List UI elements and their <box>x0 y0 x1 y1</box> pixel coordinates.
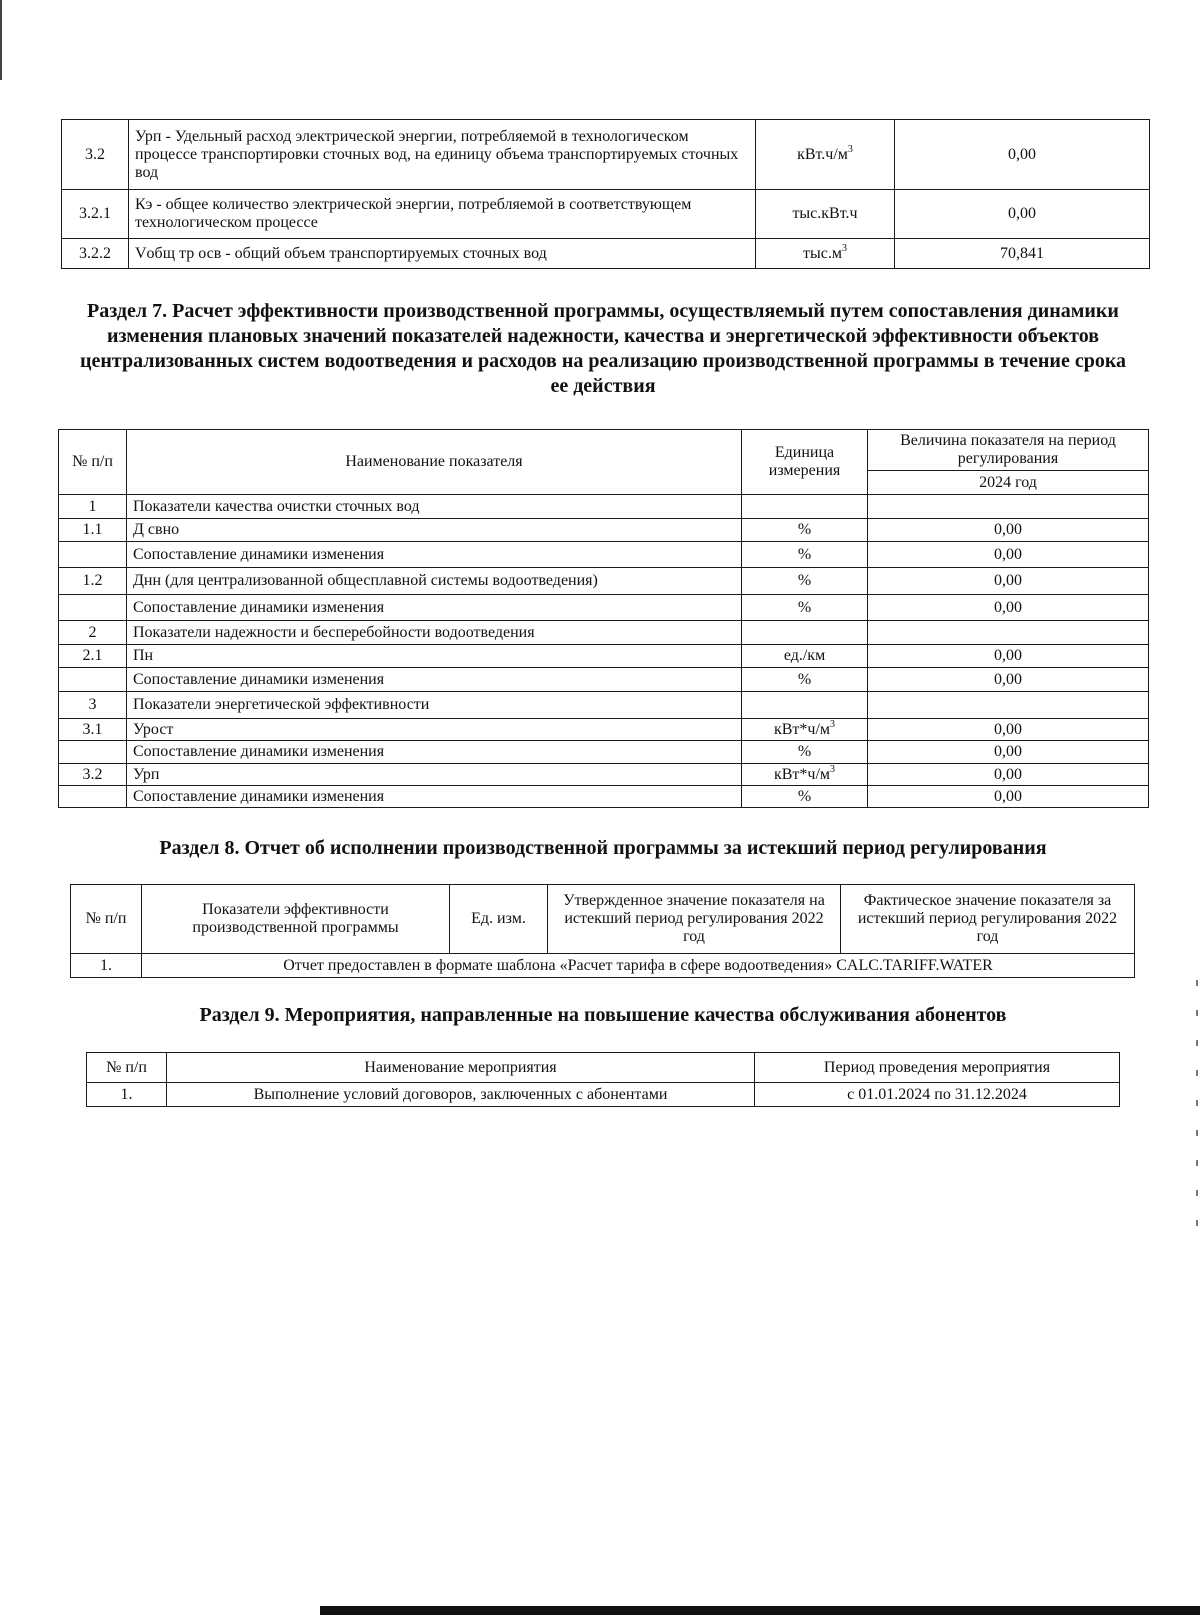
unit-cell <box>756 120 895 190</box>
s8-header-indicators: Показатели эффективности производственной программы <box>142 885 450 954</box>
section9-table <box>86 1052 1120 1107</box>
row-number: 2 <box>59 621 127 645</box>
row-number: 3.2 <box>62 120 129 190</box>
section7-table <box>58 429 1149 808</box>
row-name: Урп <box>127 764 742 786</box>
section8-table <box>70 884 1135 978</box>
s7-header-num: № п/п <box>59 430 127 495</box>
unit-text: кВт*ч/м <box>773 720 831 738</box>
row-value: 0,00 <box>868 719 1149 741</box>
s8-header-actual: Фактическое значение показателя за истекший период регулирования 2022 год <box>841 885 1135 954</box>
unit-superscript: 3 <box>830 763 836 775</box>
section8-title: Раздел 8. Отчет об исполнении производственной программы за истекший период регулирования <box>159 837 1047 859</box>
row-value: 0,00 <box>868 568 1149 595</box>
unit-text: кВт*ч/м <box>773 765 831 783</box>
unit-text: % <box>797 787 812 805</box>
unit-cell <box>742 692 868 719</box>
unit-cell <box>742 542 868 568</box>
table-row <box>62 120 1150 190</box>
row-value <box>868 495 1149 519</box>
table-row <box>59 741 1149 764</box>
unit-cell <box>742 645 868 668</box>
s7-header-unit: Единица измерения <box>742 430 868 495</box>
unit-superscript: 3 <box>830 718 836 730</box>
s8-header-unit: Ед. изм. <box>450 885 548 954</box>
scan-edge-marks <box>1196 980 1198 1240</box>
row-value <box>868 692 1149 719</box>
table-row <box>59 621 1149 645</box>
row-number <box>59 595 127 621</box>
row-name: Днн (для централизованной общесплавной системы водоотведения) <box>127 568 742 595</box>
row-value <box>868 621 1149 645</box>
row-value: 0,00 <box>868 668 1149 692</box>
unit-cell <box>742 719 868 741</box>
s9-header-period: Период проведения мероприятия <box>755 1053 1120 1083</box>
s9-row-name: Выполнение условий договоров, заключенных с абонентами <box>167 1083 755 1107</box>
row-name: Сопоставление динамики изменения <box>127 786 742 808</box>
unit-cell <box>742 741 868 764</box>
row-number: 1.1 <box>59 519 127 542</box>
row-value: 0,00 <box>868 645 1149 668</box>
row-number <box>59 542 127 568</box>
unit-text: тыс.м <box>803 244 842 262</box>
table-row <box>62 239 1150 269</box>
unit-cell <box>742 495 868 519</box>
row-name: Пн <box>127 645 742 668</box>
table-row <box>59 519 1149 542</box>
unit-superscript: 3 <box>847 143 853 155</box>
row-name: Сопоставление динамики изменения <box>127 741 742 764</box>
s8-row-text: Отчет предоставлен в формате шаблона «Расчет тарифа в сфере водоотведения» CALC.TARIFF.WATER <box>142 954 1135 978</box>
row-value: 0,00 <box>868 786 1149 808</box>
row-number: 1.2 <box>59 568 127 595</box>
row-value: 0,00 <box>895 190 1150 239</box>
row-value: 0,00 <box>868 519 1149 542</box>
row-number <box>59 668 127 692</box>
unit-text: % <box>797 521 812 538</box>
row-number: 3.2 <box>59 764 127 786</box>
row-number: 1 <box>59 495 127 519</box>
s7-header-year: 2024 год <box>868 471 1149 495</box>
unit-text: ед./км <box>783 647 826 664</box>
s7-header-value-group: Величина показателя на период регулирования <box>868 430 1149 471</box>
row-name: Урп - Удельный расход электрической энергии, потребляемой в технологическом процессе транспортировки сточных вод, на единицу объема транспортируемых сточных вод <box>129 120 756 190</box>
row-value: 0,00 <box>868 764 1149 786</box>
row-value: 0,00 <box>895 120 1150 190</box>
row-name: Урост <box>127 719 742 741</box>
row-number: 3.2.2 <box>62 239 129 269</box>
table-row <box>59 719 1149 741</box>
unit-cell <box>756 239 895 269</box>
row-name: Показатели качества очистки сточных вод <box>127 495 742 519</box>
row-number: 3 <box>59 692 127 719</box>
s8-row-num: 1. <box>71 954 142 978</box>
unit-cell <box>742 595 868 621</box>
row-name: Показатели энергетической эффективности <box>127 692 742 719</box>
unit-text: % <box>797 598 812 616</box>
table-row <box>59 495 1149 519</box>
s9-header-num: № п/п <box>87 1053 167 1083</box>
table-row <box>59 568 1149 595</box>
unit-text: кВт.ч/м <box>797 145 848 163</box>
unit-cell <box>742 668 868 692</box>
row-name: Сопоставление динамики изменения <box>127 542 742 568</box>
s9-row-period: с 01.01.2024 по 31.12.2024 <box>755 1083 1120 1107</box>
table-row <box>59 595 1149 621</box>
unit-cell <box>742 764 868 786</box>
scan-edge-left <box>0 0 2 80</box>
s9-header-name: Наименование мероприятия <box>167 1053 755 1083</box>
unit-text: тыс.кВт.ч <box>792 205 858 222</box>
row-value: 70,841 <box>895 239 1150 269</box>
row-name: Сопоставление динамики изменения <box>127 668 742 692</box>
unit-cell <box>756 190 895 239</box>
table-row <box>59 764 1149 786</box>
row-number <box>59 786 127 808</box>
table-row <box>59 542 1149 568</box>
table-row <box>59 668 1149 692</box>
unit-cell <box>742 519 868 542</box>
unit-cell <box>742 786 868 808</box>
row-name: Кэ - общее количество электрической энергии, потребляемой в соответствующем технологическом процессе <box>129 190 756 239</box>
s7-header-name: Наименование показателя <box>127 430 742 495</box>
row-number: 3.2.1 <box>62 190 129 239</box>
unit-text: % <box>797 545 812 563</box>
row-name: Показатели надежности и бесперебойности водоотведения <box>127 621 742 645</box>
row-number: 2.1 <box>59 645 127 668</box>
row-name: Сопоставление динамики изменения <box>127 595 742 621</box>
table-row <box>59 692 1149 719</box>
row-value: 0,00 <box>868 741 1149 764</box>
unit-text: % <box>797 670 812 688</box>
scan-edge-bottom <box>320 1606 1200 1615</box>
unit-text: % <box>797 743 812 760</box>
unit-cell <box>742 621 868 645</box>
s8-header-num: № п/п <box>71 885 142 954</box>
unit-text: % <box>797 572 812 589</box>
s9-row-num: 1. <box>87 1083 167 1107</box>
row-value: 0,00 <box>868 595 1149 621</box>
s8-header-approved: Утвержденное значение показателя на истекший период регулирования 2022 год <box>548 885 841 954</box>
row-name: Д свно <box>127 519 742 542</box>
row-number <box>59 741 127 764</box>
table-row <box>59 645 1149 668</box>
table-row <box>59 786 1149 808</box>
section9-title: Раздел 9. Мероприятия, направленные на повышение качества обслуживания абонентов <box>199 1004 1007 1026</box>
row-name: Vобщ тр осв - общий объем транспортируемых сточных вод <box>129 239 756 269</box>
section7-title: Раздел 7. Расчет эффективности производственной программы, осуществляемый путем сопоставления динамики изменения плановых значений показателей надежности, качества и энергетической эффективности объектов централизованных систем водоотведения и расходов на реализацию производственной программы в течение срока ее действия <box>79 300 1127 397</box>
unit-cell <box>742 568 868 595</box>
top-table <box>61 119 1150 269</box>
row-number: 3.1 <box>59 719 127 741</box>
table-row <box>62 190 1150 239</box>
row-value: 0,00 <box>868 542 1149 568</box>
unit-superscript: 3 <box>841 242 847 254</box>
